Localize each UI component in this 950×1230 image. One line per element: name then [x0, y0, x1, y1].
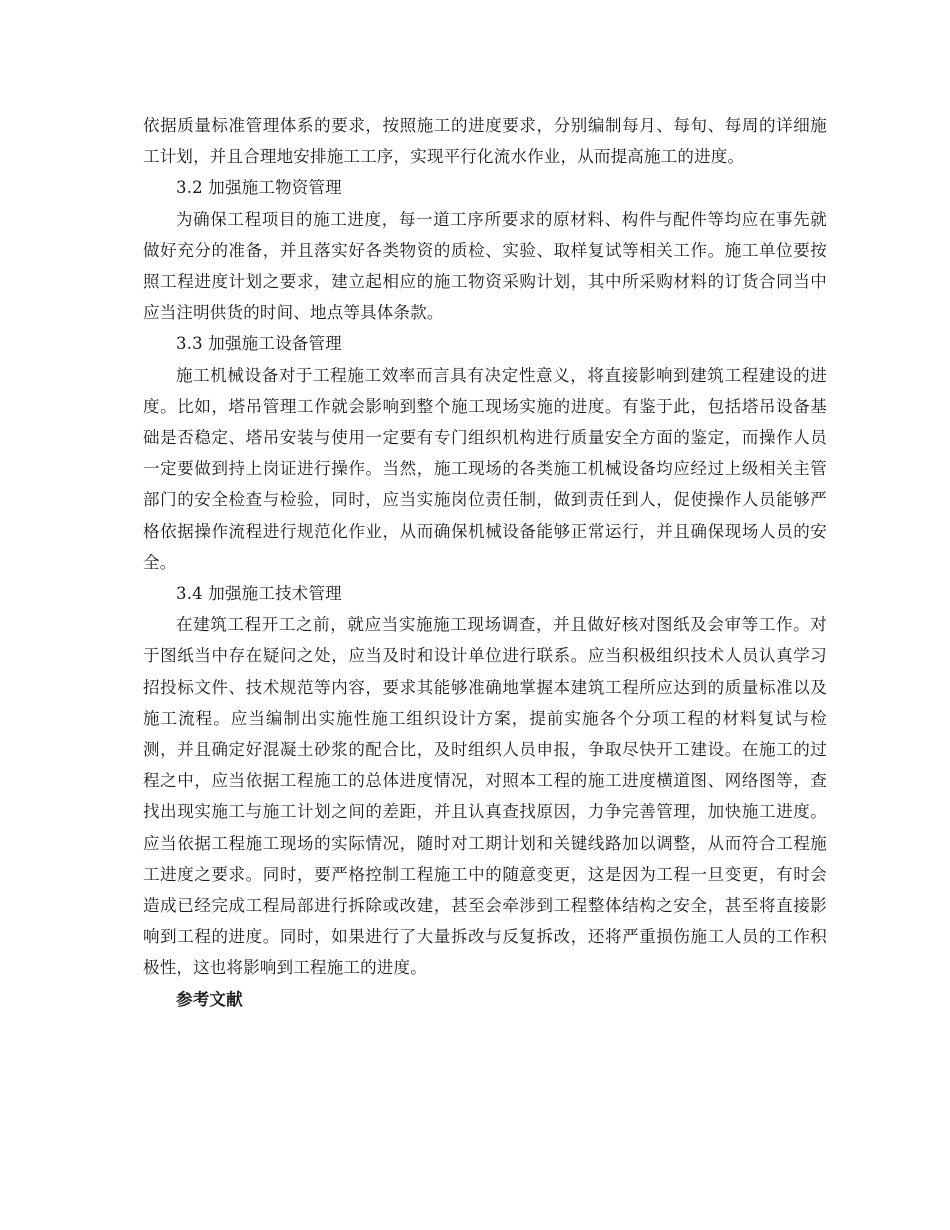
section-body-3-3: 施工机械设备对于工程施工效率而言具有决定性意义，将直接影响到建筑工程建设的进度。比如，塔吊管理工作就会影响到整个施工现场实施的进度。有鉴于此，包括塔吊设备基础是否稳定、塔吊安装与使用一定要有专门组织机构进行质量安全方面的鉴定，而操作人员一定要做到持上岗证进行操作。当然，施工现场的各类施工机械设备均应经过上级相关主管部门的安全检查与检验，同时，应当实施岗位责任制，做到责任到人，促使操作人员能够严格依据操作流程进行规范化作业，从而确保机械设备能够正常运行，并且确保现场人员的安全。: [143, 365, 827, 572]
section-heading-3-2: 3.2 加强施工物资管理: [176, 178, 342, 198]
document-page: [143, 110, 827, 1015]
section-body-3-2: 为确保工程项目的施工进度，每一道工序所要求的原材料、构件与配件等均应在事先就做好充分的准备，并且落实好各类物资的质检、实验、取样复试等相关工作。施工单位要按照工程进度计划之要求，建立起相应的施工物资采购计划，其中所采购材料的订货合同当中应当注明供货的时间、地点等具体条款。: [143, 209, 827, 323]
references-heading: 参考文献: [176, 989, 243, 1009]
section-heading-3-4: 3.4 加强施工技术管理: [176, 584, 342, 604]
intro-paragraph: 依据质量标准管理体系的要求，按照施工的进度要求，分别编制每月、每旬、每周的详细施工计划，并且合理地安排施工工序，实现平行化流水作业，从而提高施工的进度。: [143, 116, 827, 167]
section-body-3-4: 在建筑工程开工之前，就应当实施施工现场调查，并且做好核对图纸及会审等工作。对于图纸当中存在疑问之处，应当及时和设计单位进行联系。应当积极组织技术人员认真学习招投标文件、技术规范等内容，要求其能够准确地掌握本建筑工程所应达到的质量标准以及施工流程。应当编制出实施性施工组织设计方案，提前实施各个分项工程的材料复试与检测，并且确定好混凝土砂浆的配合比，及时组织人员申报，争取尽快开工建设。在施工的过程之中，应当依据工程施工的总体进度情况，对照本工程的施工进度横道图、网络图等，查找出现实施工与施工计划之间的差距，并且认真查找原因，力争完善管理，加快施工进度。应当依据工程施工现场的实际情况，随时对工期计划和关键线路加以调整，从而符合工程施工进度之要求。同时，要严格控制工程施工中的随意变更，这是因为工程一旦变更，有时会造成已经完成工程局部进行拆除或改建，甚至会牵涉到工程整体结构之安全，甚至将直接影响到工程的进度。同时，如果进行了大量拆改与反复拆改，还将严重损伤施工人员的工作积极性，这也将影响到工程施工的进度。: [143, 615, 827, 978]
section-heading-3-3: 3.3 加强施工设备管理: [176, 334, 342, 354]
